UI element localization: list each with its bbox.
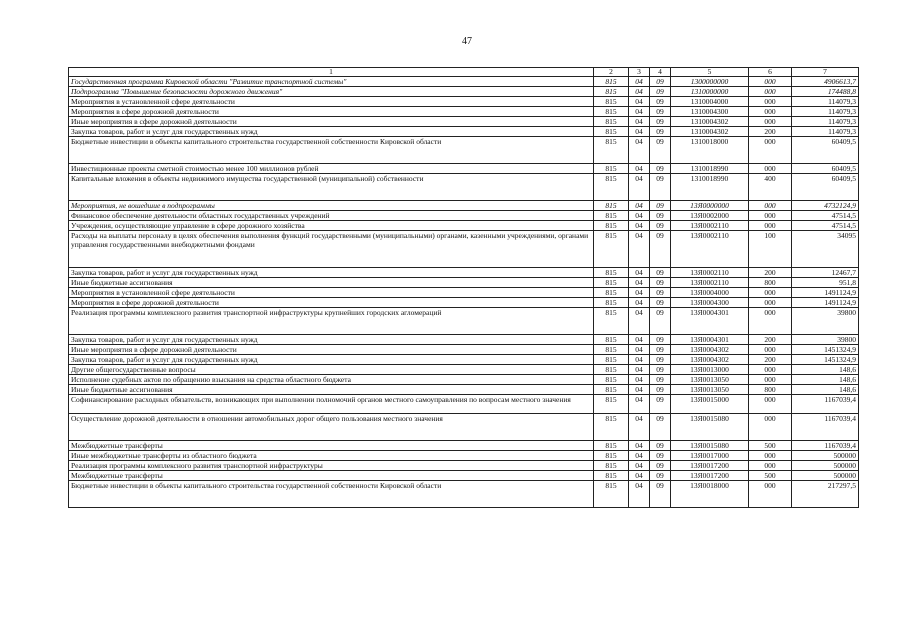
expense-name-cell: Закупка товаров, работ и услуг для государственных нужд — [69, 268, 594, 278]
expense-type-cell: 000 — [749, 221, 792, 231]
table-row — [69, 221, 859, 231]
ministry-code-cell: 815 — [594, 117, 629, 127]
table-row — [69, 211, 859, 221]
section-code-cell: 04 — [629, 211, 650, 221]
section-code-cell: 04 — [629, 308, 650, 335]
table-row — [69, 414, 859, 441]
expense-name-cell: Подпрограмма "Повышение безопасности дорожного движения" — [69, 87, 594, 97]
subsection-code-cell: 09 — [650, 451, 671, 461]
subsection-code-cell: 09 — [650, 385, 671, 395]
expense-name-cell: Инвестиционные проекты сметной стоимостью менее 100 миллионов рублей — [69, 164, 594, 174]
amount-cell: 500000 — [792, 451, 859, 461]
ministry-code-cell: 815 — [594, 461, 629, 471]
amount-cell: 114079,3 — [792, 97, 859, 107]
subsection-code-cell: 09 — [650, 345, 671, 355]
subsection-code-cell: 09 — [650, 355, 671, 365]
amount-cell: 1491124,9 — [792, 298, 859, 308]
subsection-code-cell: 09 — [650, 211, 671, 221]
expense-name-cell: Иные бюджетные ассигнования — [69, 385, 594, 395]
expense-type-cell: 000 — [749, 97, 792, 107]
expense-type-cell: 000 — [749, 461, 792, 471]
ministry-code-cell: 815 — [594, 278, 629, 288]
target-article-cell: 13Я0015080 — [671, 414, 749, 441]
ministry-code-cell: 815 — [594, 211, 629, 221]
ministry-code-cell: 815 — [594, 414, 629, 441]
table-row — [69, 87, 859, 97]
ministry-code-cell: 815 — [594, 137, 629, 164]
target-article-cell: 13Я0004000 — [671, 288, 749, 298]
table-row — [69, 278, 859, 288]
target-article-cell: 13Я0017000 — [671, 451, 749, 461]
section-code-cell: 04 — [629, 268, 650, 278]
target-article-cell: 13Я0017200 — [671, 471, 749, 481]
table-row — [69, 471, 859, 481]
table-row — [69, 365, 859, 375]
ministry-code-cell: 815 — [594, 441, 629, 451]
amount-cell: 1491124,9 — [792, 288, 859, 298]
target-article-cell: 1300000000 — [671, 77, 749, 87]
subsection-code-cell: 09 — [650, 87, 671, 97]
target-article-cell: 13Я0002110 — [671, 278, 749, 288]
section-code-cell: 04 — [629, 298, 650, 308]
amount-cell: 4906613,7 — [792, 77, 859, 87]
expense-type-cell: 100 — [749, 231, 792, 268]
column-header: 6 — [749, 68, 792, 77]
target-article-cell: 13Я0004300 — [671, 298, 749, 308]
table-row — [69, 201, 859, 211]
table-row — [69, 137, 859, 164]
ministry-code-cell: 815 — [594, 77, 629, 87]
subsection-code-cell: 09 — [650, 231, 671, 268]
amount-cell: 60409,5 — [792, 164, 859, 174]
ministry-code-cell: 815 — [594, 268, 629, 278]
subsection-code-cell: 09 — [650, 365, 671, 375]
amount-cell: 60409,5 — [792, 174, 859, 201]
subsection-code-cell: 09 — [650, 461, 671, 471]
expense-type-cell: 000 — [749, 77, 792, 87]
amount-cell: 500000 — [792, 471, 859, 481]
column-header: 4 — [650, 68, 671, 77]
ministry-code-cell: 815 — [594, 107, 629, 117]
section-code-cell: 04 — [629, 278, 650, 288]
ministry-code-cell: 815 — [594, 201, 629, 211]
expense-name-cell: Мероприятия, не вошедшие в подпрограммы — [69, 201, 594, 211]
expense-name-cell: Финансовое обеспечение деятельности областных государственных учреждений — [69, 211, 594, 221]
section-code-cell: 04 — [629, 117, 650, 127]
subsection-code-cell: 09 — [650, 268, 671, 278]
table-row — [69, 481, 859, 508]
amount-cell: 148,6 — [792, 385, 859, 395]
target-article-cell: 13Я0002000 — [671, 211, 749, 221]
ministry-code-cell: 815 — [594, 365, 629, 375]
section-code-cell: 04 — [629, 385, 650, 395]
amount-cell: 148,6 — [792, 375, 859, 385]
ministry-code-cell: 815 — [594, 127, 629, 137]
amount-cell: 60409,5 — [792, 137, 859, 164]
expense-type-cell: 000 — [749, 395, 792, 414]
subsection-code-cell: 09 — [650, 201, 671, 211]
amount-cell: 1167039,4 — [792, 395, 859, 414]
section-code-cell: 04 — [629, 164, 650, 174]
ministry-code-cell: 815 — [594, 174, 629, 201]
table-row — [69, 395, 859, 414]
expense-type-cell: 200 — [749, 127, 792, 137]
expense-name-cell: Закупка товаров, работ и услуг для государственных нужд — [69, 335, 594, 345]
ministry-code-cell: 815 — [594, 288, 629, 298]
expense-name-cell: Мероприятия в сфере дорожной деятельности — [69, 298, 594, 308]
target-article-cell: 13Я0015080 — [671, 441, 749, 451]
subsection-code-cell: 09 — [650, 278, 671, 288]
table-row — [69, 117, 859, 127]
ministry-code-cell: 815 — [594, 97, 629, 107]
target-article-cell: 1310004000 — [671, 97, 749, 107]
amount-cell: 174488,8 — [792, 87, 859, 97]
column-header: 7 — [792, 68, 859, 77]
table-row — [69, 97, 859, 107]
ministry-code-cell: 815 — [594, 481, 629, 508]
table-row — [69, 298, 859, 308]
expense-name-cell: Иные межбюджетные трансферты из областного бюджета — [69, 451, 594, 461]
target-article-cell: 13Я0004302 — [671, 355, 749, 365]
section-code-cell: 04 — [629, 481, 650, 508]
column-header: 2 — [594, 68, 629, 77]
section-code-cell: 04 — [629, 107, 650, 117]
table-row — [69, 308, 859, 335]
expense-type-cell: 200 — [749, 268, 792, 278]
amount-cell: 217297,5 — [792, 481, 859, 508]
expense-name-cell: Реализация программы комплексного развития транспортной инфраструктуры крупнейших городских агломераций — [69, 308, 594, 335]
ministry-code-cell: 815 — [594, 345, 629, 355]
table-body — [69, 77, 859, 508]
amount-cell: 1451324,9 — [792, 345, 859, 355]
expense-type-cell: 000 — [749, 308, 792, 335]
table-row — [69, 77, 859, 87]
target-article-cell: 13Я0002110 — [671, 268, 749, 278]
subsection-code-cell: 09 — [650, 164, 671, 174]
expense-name-cell: Межбюджетные трансферты — [69, 441, 594, 451]
expense-name-cell: Иные бюджетные ассигнования — [69, 278, 594, 288]
target-article-cell: 1310000000 — [671, 87, 749, 97]
subsection-code-cell: 09 — [650, 395, 671, 414]
expense-name-cell: Реализация программы комплексного развития транспортной инфраструктуры — [69, 461, 594, 471]
expense-name-cell: Государственная программа Кировской области "Развитие транспортной системы" — [69, 77, 594, 87]
section-code-cell: 04 — [629, 231, 650, 268]
table-row — [69, 345, 859, 355]
subsection-code-cell: 09 — [650, 335, 671, 345]
subsection-code-cell: 09 — [650, 441, 671, 451]
subsection-code-cell: 09 — [650, 481, 671, 508]
subsection-code-cell: 09 — [650, 97, 671, 107]
amount-cell: 114079,3 — [792, 107, 859, 117]
amount-cell: 1451324,9 — [792, 355, 859, 365]
section-code-cell: 04 — [629, 335, 650, 345]
amount-cell: 4732124,9 — [792, 201, 859, 211]
table-row — [69, 288, 859, 298]
expense-name-cell: Бюджетные инвестиции в объекты капитального строительства государственной собственности Кировской области — [69, 481, 594, 508]
expense-type-cell: 800 — [749, 385, 792, 395]
ministry-code-cell: 815 — [594, 355, 629, 365]
expense-name-cell: Расходы на выплаты персоналу в целях обеспечения выполнения функций государственными (муниципальными) органами, казенными учреждениями, органами управления государственными внебюджетными фондами — [69, 231, 594, 268]
section-code-cell: 04 — [629, 221, 650, 231]
section-code-cell: 04 — [629, 375, 650, 385]
section-code-cell: 04 — [629, 345, 650, 355]
subsection-code-cell: 09 — [650, 137, 671, 164]
target-article-cell: 13Я0013050 — [671, 375, 749, 385]
expense-type-cell: 800 — [749, 278, 792, 288]
subsection-code-cell: 09 — [650, 221, 671, 231]
expense-type-cell: 000 — [749, 375, 792, 385]
table-row — [69, 375, 859, 385]
expense-name-cell: Мероприятия в установленной сфере деятельности — [69, 288, 594, 298]
section-code-cell: 04 — [629, 137, 650, 164]
subsection-code-cell: 09 — [650, 117, 671, 127]
section-code-cell: 04 — [629, 174, 650, 201]
subsection-code-cell: 09 — [650, 174, 671, 201]
target-article-cell: 13Я0018000 — [671, 481, 749, 508]
table-row — [69, 461, 859, 471]
amount-cell: 1167039,4 — [792, 441, 859, 451]
section-code-cell: 04 — [629, 87, 650, 97]
expense-type-cell: 000 — [749, 211, 792, 221]
target-article-cell: 13Я0002110 — [671, 221, 749, 231]
subsection-code-cell: 09 — [650, 77, 671, 87]
section-code-cell: 04 — [629, 77, 650, 87]
ministry-code-cell: 815 — [594, 164, 629, 174]
amount-cell: 39800 — [792, 308, 859, 335]
expense-name-cell: Иные мероприятия в сфере дорожной деятельности — [69, 117, 594, 127]
expense-name-cell: Иные мероприятия в сфере дорожной деятельности — [69, 345, 594, 355]
target-article-cell: 13Я0000000 — [671, 201, 749, 211]
subsection-code-cell: 09 — [650, 288, 671, 298]
section-code-cell: 04 — [629, 414, 650, 441]
expense-type-cell: 200 — [749, 335, 792, 345]
section-code-cell: 04 — [629, 461, 650, 471]
target-article-cell: 13Я0015000 — [671, 395, 749, 414]
target-article-cell: 13Я0002110 — [671, 231, 749, 268]
expense-type-cell: 500 — [749, 441, 792, 451]
expense-name-cell: Бюджетные инвестиции в объекты капитального строительства государственной собственности Кировской области — [69, 137, 594, 164]
expense-name-cell: Межбюджетные трансферты — [69, 471, 594, 481]
subsection-code-cell: 09 — [650, 414, 671, 441]
expense-type-cell: 000 — [749, 288, 792, 298]
budget-table — [68, 67, 859, 508]
table-row — [69, 174, 859, 201]
amount-cell: 148,6 — [792, 365, 859, 375]
table-row — [69, 451, 859, 461]
amount-cell: 114079,3 — [792, 127, 859, 137]
expense-type-cell: 000 — [749, 481, 792, 508]
expense-type-cell: 000 — [749, 298, 792, 308]
amount-cell: 1167039,4 — [792, 414, 859, 441]
expense-type-cell: 000 — [749, 365, 792, 375]
ministry-code-cell: 815 — [594, 221, 629, 231]
expense-name-cell: Мероприятия в установленной сфере деятельности — [69, 97, 594, 107]
expense-type-cell: 200 — [749, 355, 792, 365]
amount-cell: 39800 — [792, 335, 859, 345]
expense-type-cell: 000 — [749, 164, 792, 174]
ministry-code-cell: 815 — [594, 471, 629, 481]
ministry-code-cell: 815 — [594, 87, 629, 97]
expense-name-cell: Капитальные вложения в объекты недвижимого имущества государственной (муниципальной) собственности — [69, 174, 594, 201]
subsection-code-cell: 09 — [650, 127, 671, 137]
ministry-code-cell: 815 — [594, 335, 629, 345]
expense-name-cell: Осуществление дорожной деятельности в отношении автомобильных дорог общего пользования местного значения — [69, 414, 594, 441]
ministry-code-cell: 815 — [594, 298, 629, 308]
table-row — [69, 127, 859, 137]
subsection-code-cell: 09 — [650, 298, 671, 308]
expense-name-cell: Исполнение судебных актов по обращению взыскания на средства областного бюджета — [69, 375, 594, 385]
column-header: 1 — [69, 68, 594, 77]
expense-type-cell: 000 — [749, 137, 792, 164]
subsection-code-cell: 09 — [650, 107, 671, 117]
section-code-cell: 04 — [629, 365, 650, 375]
ministry-code-cell: 815 — [594, 385, 629, 395]
expense-name-cell: Учреждения, осуществляющие управление в сфере дорожного хозяйства — [69, 221, 594, 231]
target-article-cell: 1310018990 — [671, 174, 749, 201]
section-code-cell: 04 — [629, 201, 650, 211]
amount-cell: 951,8 — [792, 278, 859, 288]
target-article-cell: 13Я0017200 — [671, 461, 749, 471]
column-header: 5 — [671, 68, 749, 77]
table-header-row — [69, 68, 859, 77]
expense-type-cell: 000 — [749, 451, 792, 461]
amount-cell: 114079,3 — [792, 117, 859, 127]
expense-type-cell: 500 — [749, 471, 792, 481]
section-code-cell: 04 — [629, 355, 650, 365]
amount-cell: 47514,5 — [792, 221, 859, 231]
expense-name-cell: Мероприятия в сфере дорожной деятельности — [69, 107, 594, 117]
table-row — [69, 107, 859, 117]
section-code-cell: 04 — [629, 395, 650, 414]
table-row — [69, 335, 859, 345]
ministry-code-cell: 815 — [594, 308, 629, 335]
target-article-cell: 1310004302 — [671, 117, 749, 127]
table-row — [69, 441, 859, 451]
expense-name-cell: Закупка товаров, работ и услуг для государственных нужд — [69, 355, 594, 365]
expense-type-cell: 000 — [749, 201, 792, 211]
target-article-cell: 1310004300 — [671, 107, 749, 117]
target-article-cell: 13Я0004302 — [671, 345, 749, 355]
page-number: 47 — [462, 36, 472, 47]
table-row — [69, 231, 859, 268]
expense-name-cell: Другие общегосударственные вопросы — [69, 365, 594, 375]
expense-type-cell: 000 — [749, 107, 792, 117]
section-code-cell: 04 — [629, 127, 650, 137]
target-article-cell: 13Я0013000 — [671, 365, 749, 375]
subsection-code-cell: 09 — [650, 308, 671, 335]
table-row — [69, 355, 859, 365]
target-article-cell: 1310018990 — [671, 164, 749, 174]
expense-type-cell: 000 — [749, 117, 792, 127]
section-code-cell: 04 — [629, 97, 650, 107]
amount-cell: 47514,5 — [792, 211, 859, 221]
section-code-cell: 04 — [629, 471, 650, 481]
column-header: 3 — [629, 68, 650, 77]
expense-type-cell: 000 — [749, 414, 792, 441]
expense-type-cell: 000 — [749, 87, 792, 97]
ministry-code-cell: 815 — [594, 395, 629, 414]
table-row — [69, 164, 859, 174]
table-row — [69, 268, 859, 278]
target-article-cell: 13Я0004301 — [671, 308, 749, 335]
ministry-code-cell: 815 — [594, 231, 629, 268]
target-article-cell: 13Я0013050 — [671, 385, 749, 395]
amount-cell: 12467,7 — [792, 268, 859, 278]
amount-cell: 500000 — [792, 461, 859, 471]
ministry-code-cell: 815 — [594, 375, 629, 385]
target-article-cell: 13Я0004301 — [671, 335, 749, 345]
amount-cell: 34095 — [792, 231, 859, 268]
ministry-code-cell: 815 — [594, 451, 629, 461]
subsection-code-cell: 09 — [650, 471, 671, 481]
target-article-cell: 1310018000 — [671, 137, 749, 164]
expense-type-cell: 400 — [749, 174, 792, 201]
expense-name-cell: Софинансирование расходных обязательств, возникающих при выполнении полномочий органов местного самоуправления по вопросам местного значения — [69, 395, 594, 414]
section-code-cell: 04 — [629, 441, 650, 451]
target-article-cell: 1310004302 — [671, 127, 749, 137]
section-code-cell: 04 — [629, 451, 650, 461]
subsection-code-cell: 09 — [650, 375, 671, 385]
expense-name-cell: Закупка товаров, работ и услуг для государственных нужд — [69, 127, 594, 137]
section-code-cell: 04 — [629, 288, 650, 298]
expense-type-cell: 000 — [749, 345, 792, 355]
table-row — [69, 385, 859, 395]
